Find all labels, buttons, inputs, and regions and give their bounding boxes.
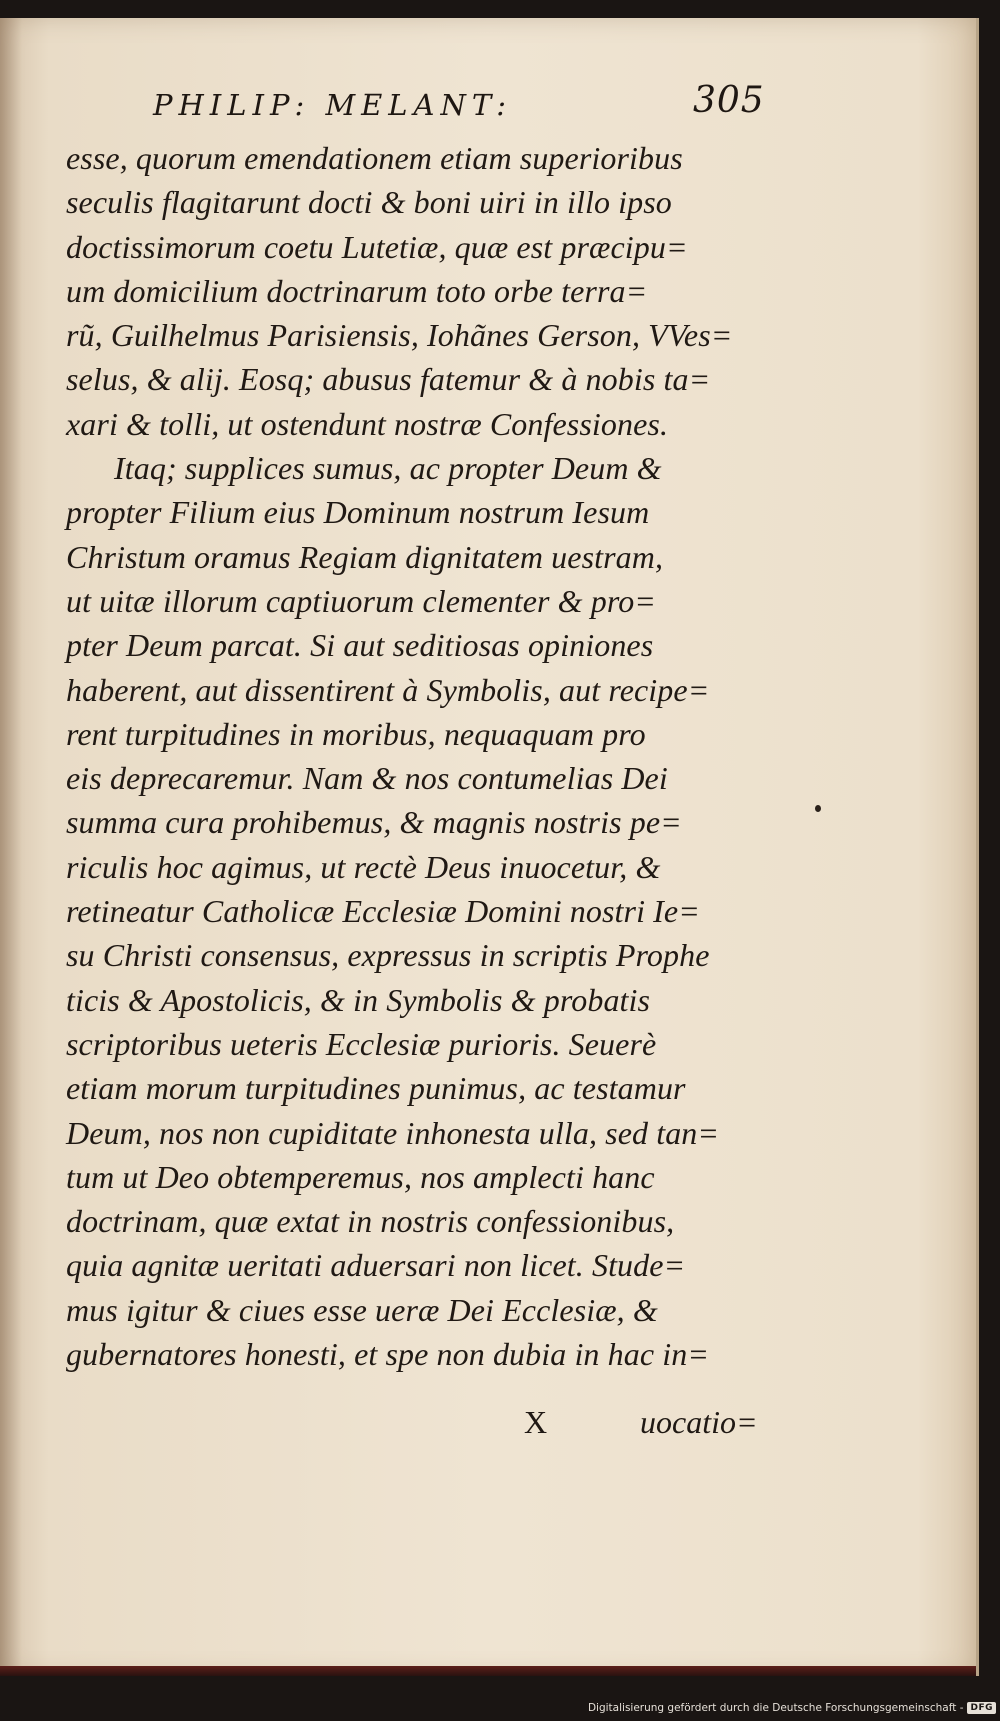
- text-line: rent turpitudines in moribus, nequaquam pro: [66, 715, 646, 752]
- text-line: eis deprecaremur. Nam & nos contumelias Dei: [66, 760, 668, 797]
- dfg-logo: DFG: [967, 1702, 996, 1714]
- text-line: ticis & Apostolicis, & in Symbolis & probatis: [66, 981, 651, 1018]
- text-line: doctissimorum coetu Lutetiæ, quæ est præcipu=: [66, 228, 688, 265]
- text-line: xari & tolli, ut ostendunt nostræ Confessiones.: [66, 405, 669, 442]
- text-line: scriptoribus ueteris Ecclesiæ purioris. Seuerè: [66, 1025, 657, 1062]
- text-line: doctrinam, quæ extat in nostris confessionibus,: [66, 1203, 675, 1240]
- running-head: PHILIP: MELANT:: [153, 88, 512, 122]
- page-header: [153, 80, 765, 130]
- text-line: summa cura prohibemus, & magnis nostris pe=: [66, 804, 682, 841]
- text-line: selus, & alij. Eosq; abusus fatemur & à nobis ta=: [66, 361, 711, 398]
- signature-mark: X: [524, 1404, 548, 1440]
- text-line: Deum, nos non cupiditate inhonesta ulla, sed tan=: [66, 1114, 720, 1151]
- book-page: [0, 18, 979, 1676]
- digitization-credit: [588, 1699, 996, 1717]
- text-line: quia agnitæ ueritati aduersari non licet. Stude=: [66, 1247, 686, 1284]
- credit-text: Digitalisierung gefördert durch die Deutsche Forschungsgemeinschaft -: [587, 1702, 964, 1714]
- text-line: riculis hoc agimus, ut rectè Deus inuocetur, &: [66, 848, 661, 885]
- page-number: 305: [693, 80, 765, 121]
- text-line: gubernatores honesti, et spe non dubia in hac in=: [66, 1336, 710, 1373]
- text-line: tum ut Deo obtemperemus, nos amplecti hanc: [66, 1158, 655, 1195]
- text-line: haberent, aut dissentirent à Symbolis, aut recipe=: [66, 671, 710, 708]
- text-line: pter Deum parcat. Si aut seditiosas opiniones: [66, 627, 654, 664]
- ink-spot: [815, 805, 821, 812]
- text-line: ut uitæ illorum captiuorum clementer & pro=: [66, 582, 657, 619]
- page-edge: [0, 1666, 976, 1676]
- catchword: uocatio=: [640, 1404, 758, 1440]
- spine-shadow: [0, 18, 22, 1676]
- text-line: um domicilium doctrinarum toto orbe terra=: [66, 272, 648, 309]
- body-text: [66, 136, 766, 1376]
- text-line: mus igitur & ciues esse ueræ Dei Ecclesiæ, &: [66, 1291, 658, 1328]
- text-line: esse, quorum emendationem etiam superioribus: [66, 140, 683, 176]
- text-line: retineatur Catholicæ Ecclesiæ Domini nostri Ie=: [66, 893, 700, 930]
- text-line: su Christi consensus, expressus in scriptis Prophe: [66, 937, 710, 974]
- paragraph-start-line: Itaq; supplices sumus, ac propter Deum &: [114, 450, 662, 487]
- text-line: etiam morum turpitudines punimus, ac testamur: [66, 1070, 686, 1107]
- text-line: propter Filium eius Dominum nostrum Iesum: [66, 494, 650, 531]
- signature-catchword-line: [66, 1404, 766, 1448]
- text-line: seculis flagitarunt docti & boni uiri in illo ipso: [66, 184, 672, 221]
- text-line: rũ, Guilhelmus Parisiensis, Iohãnes Gerson, VVes=: [66, 317, 733, 354]
- text-line: Christum oramus Regiam dignitatem uestram,: [66, 538, 664, 575]
